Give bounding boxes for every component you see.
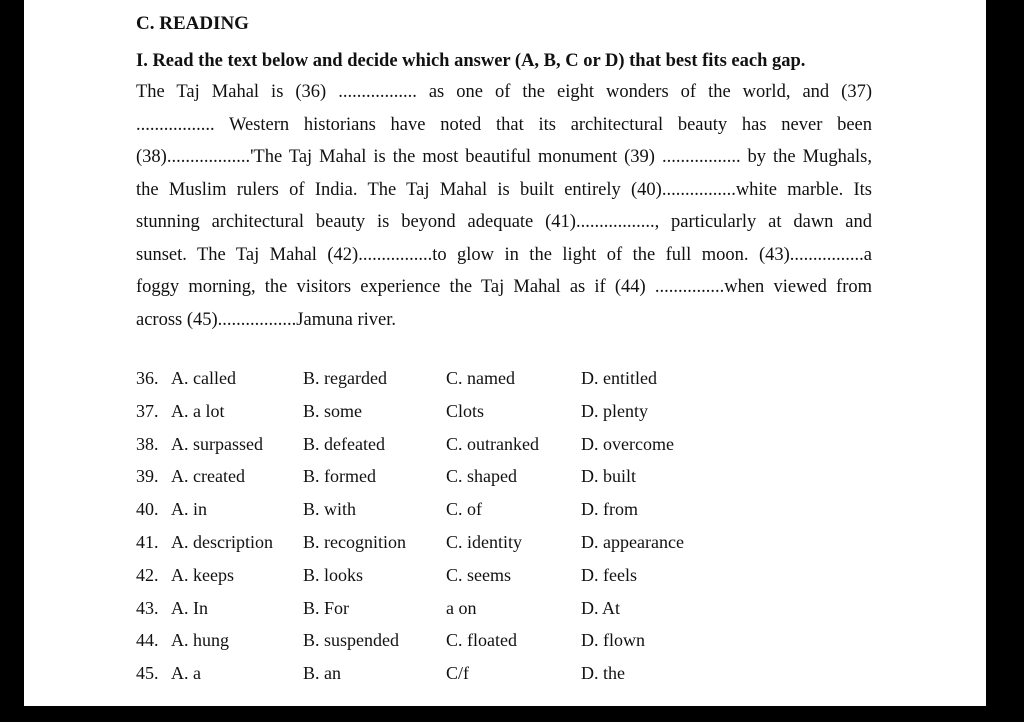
- question-number: 39.: [136, 466, 159, 487]
- passage-line: (38)..................'The Taj Mahal is the most beautiful monument (39) ................. by the Mughals,: [136, 147, 872, 167]
- question-number: 37.: [136, 400, 159, 421]
- question-row: [136, 657, 876, 690]
- question-row: [136, 559, 876, 592]
- question-row: [136, 493, 876, 526]
- question-number: 41.: [136, 531, 159, 552]
- question-row: [136, 362, 876, 395]
- option-d: D. from: [581, 499, 638, 520]
- question-number: 42.: [136, 564, 159, 585]
- reading-section: [136, 12, 876, 690]
- option-c: C. outranked: [446, 433, 539, 454]
- option-d: D. overcome: [581, 433, 674, 454]
- question-number: 43.: [136, 597, 159, 618]
- section-title: C. READING: [136, 13, 249, 34]
- option-b: B. an: [303, 663, 341, 684]
- option-d: D. entitled: [581, 368, 657, 388]
- option-d: D. built: [581, 466, 637, 487]
- option-d: D. the: [581, 663, 625, 684]
- option-c: Clots: [446, 400, 485, 421]
- passage-line: across (45).................Jamuna river.: [136, 309, 396, 330]
- question-number: 40.: [136, 499, 159, 520]
- option-a: A. called: [171, 368, 236, 388]
- option-a: A. surpassed: [171, 433, 263, 454]
- option-a: A. created: [171, 466, 245, 487]
- option-a: A. a: [171, 663, 201, 684]
- question-row: [136, 460, 876, 493]
- option-c: C. of: [446, 499, 482, 520]
- option-d: D. At: [581, 597, 621, 618]
- option-b: B. regarded: [303, 368, 387, 388]
- question-number: 38.: [136, 433, 159, 454]
- question-row: [136, 592, 876, 625]
- option-c: C/f: [446, 663, 470, 684]
- option-d: D. feels: [581, 564, 637, 585]
- passage-line: sunset. The Taj Mahal (42)................to glow in the light of the full moon. (43)................a: [136, 244, 872, 265]
- option-a: A. hung: [171, 630, 229, 651]
- answer-options-table: [136, 362, 876, 690]
- option-a: A. description: [171, 531, 273, 552]
- option-b: B. suspended: [303, 630, 399, 651]
- option-c: C. seems: [446, 564, 511, 585]
- question-row: [136, 395, 876, 428]
- document-page: [24, 0, 986, 706]
- instruction-text: I. Read the text below and decide which answer (A, B, C or D) that best fits each gap.: [136, 51, 806, 71]
- option-a: A. keeps: [171, 564, 234, 585]
- option-c: C. named: [446, 368, 515, 388]
- reading-passage: [136, 76, 872, 336]
- option-a: A. In: [171, 597, 208, 618]
- passage-line: the Muslim rulers of India. The Taj Mahal is built entirely (40)................white marble. Its: [136, 179, 872, 200]
- passage-line: stunning architectural beauty is beyond adequate (41)................., particularly at dawn and: [136, 212, 872, 232]
- question-number: 36.: [136, 368, 159, 388]
- option-c: C. shaped: [446, 466, 517, 487]
- option-b: B. with: [303, 499, 357, 520]
- option-d: D. flown: [581, 630, 645, 651]
- option-b: B. defeated: [303, 433, 385, 454]
- passage-line: foggy morning, the visitors experience the Taj Mahal as if (44) ...............when viewed from: [136, 277, 872, 297]
- question-row: [136, 624, 876, 657]
- question-row: [136, 526, 876, 559]
- option-b: B. looks: [303, 564, 364, 585]
- option-b: B. formed: [303, 466, 376, 487]
- option-c: a on: [446, 597, 477, 618]
- option-b: B. recognition: [303, 531, 406, 552]
- option-b: B. For: [303, 597, 350, 618]
- question-number: 44.: [136, 630, 159, 651]
- question-row: [136, 428, 876, 461]
- passage-line: ................. Western historians have noted that its architectural beauty has never been: [136, 114, 872, 135]
- option-a: A. in: [171, 499, 207, 520]
- option-c: C. floated: [446, 630, 517, 651]
- option-b: B. some: [303, 400, 363, 421]
- passage-line: The Taj Mahal is (36) ................. as one of the eight wonders of the world, and (37): [136, 82, 872, 102]
- option-c: C. identity: [446, 531, 522, 552]
- option-a: A. a lot: [171, 400, 225, 421]
- option-d: D. plenty: [581, 400, 648, 421]
- question-number: 45.: [136, 663, 159, 684]
- option-d: D. appearance: [581, 531, 684, 552]
